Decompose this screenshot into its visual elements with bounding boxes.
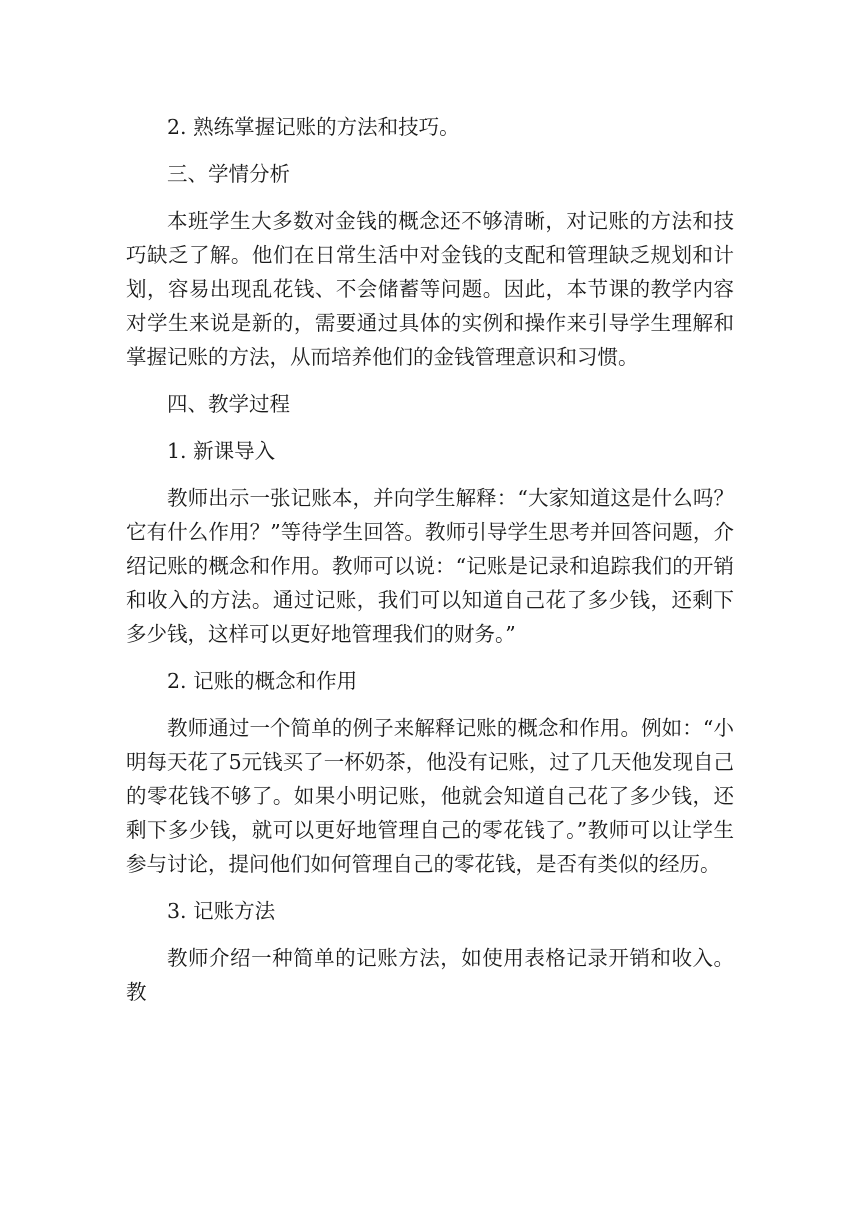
section-heading-teaching-process: 四、教学过程: [167, 392, 290, 416]
section-heading-student-analysis: 三、学情分析: [167, 162, 290, 186]
document-body: [126, 110, 734, 1009]
paragraph-concept-and-role: 教师通过一个简单的例子来解释记账的概念和作用。例如：“小明每天花了5元钱买了一杯奶茶，他没有记账，过了几天他发现自己的零花钱不够了。如果小明记账，他就会知道自己花了多少钱，还剩下多少钱，就可以更好地管理自己的零花钱了。”教师可以让学生参与讨论，提问他们如何管理自己的零花钱，是否有类似的经历。: [126, 716, 734, 876]
list-item-concept-and-role: 2. 记账的概念和作用: [167, 669, 358, 693]
list-item-new-lesson-intro: 1. 新课导入: [167, 439, 276, 463]
paragraph-bookkeeping-method: 教师介绍一种简单的记账方法，如使用表格记录开销和收入。教: [126, 946, 734, 1004]
list-item-bookkeeping-method: 3. 记账方法: [167, 899, 276, 923]
list-item-objective-2: 2. 熟练掌握记账的方法和技巧。: [167, 115, 460, 139]
paragraph-student-analysis: 本班学生大多数对金钱的概念还不够清晰，对记账的方法和技巧缺乏了解。他们在日常生活中对金钱的支配和管理缺乏规划和计划，容易出现乱花钱、不会储蓄等问题。因此，本节课的教学内容对学生来说是新的，需要通过具体的实例和操作来引导学生理解和掌握记账的方法，从而培养他们的金钱管理意识和习惯。: [126, 209, 734, 369]
paragraph-new-lesson-intro: 教师出示一张记账本，并向学生解释：“大家知道这是什么吗？它有什么作用？”等待学生回答。教师引导学生思考并回答问题，介绍记账的概念和作用。教师可以说：“记账是记录和追踪我们的开销和收入的方法。通过记账，我们可以知道自己花了多少钱，还剩下多少钱，这样可以更好地管理我们的财务。”: [126, 486, 734, 646]
